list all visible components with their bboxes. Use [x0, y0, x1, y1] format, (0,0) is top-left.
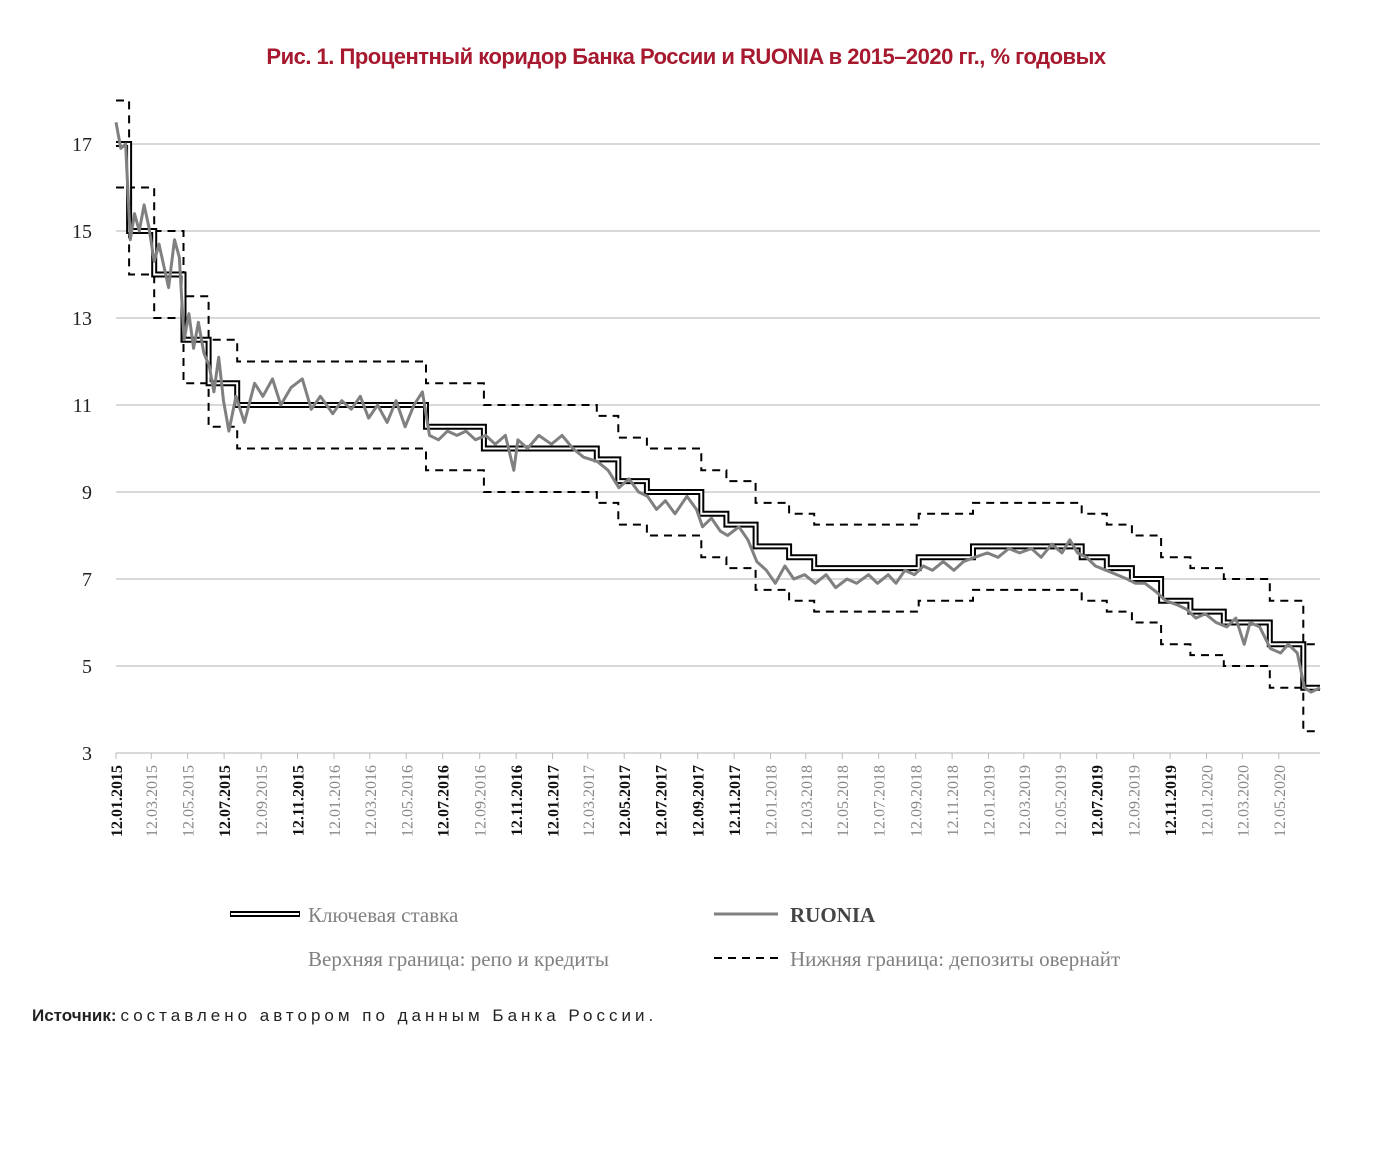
legend-label: RUONIA: [790, 903, 876, 927]
x-tick-label: 12.05.2017: [617, 765, 635, 837]
x-tick-label: 12.01.2018: [763, 765, 781, 837]
x-tick-label: 12.03.2020: [1235, 765, 1253, 837]
source-label: Источник:: [32, 1006, 117, 1025]
x-tick-label: 12.01.2016: [326, 765, 344, 837]
legend-label: Верхняя граница: репо и кредиты: [308, 947, 609, 971]
x-tick-label: 12.07.2018: [871, 765, 889, 837]
x-tick-label: 12.05.2019: [1053, 765, 1071, 837]
x-tick-label: 12.07.2015: [217, 765, 235, 837]
x-tick-label: 12.11.2015: [290, 765, 308, 837]
source-text: составлено автором по данным Банка России.: [120, 1006, 658, 1025]
x-tick-label: 12.11.2016: [509, 765, 527, 837]
x-tick-label: 12.11.2017: [727, 765, 745, 837]
source-note: [32, 1006, 657, 1026]
x-tick-label: 12.05.2015: [180, 765, 198, 837]
y-tick-label: 13: [72, 308, 92, 330]
x-tick-label: 12.11.2018: [945, 765, 963, 837]
x-tick-label: 12.01.2019: [981, 765, 999, 837]
x-tick-label: 12.01.2017: [545, 765, 563, 837]
x-tick-label: 12.07.2017: [653, 765, 671, 837]
x-tick-label: 12.03.2015: [144, 765, 162, 837]
series-corridor-1-line: [116, 188, 1320, 732]
y-tick-label: 11: [72, 395, 92, 417]
x-tick-label: 12.05.2018: [835, 765, 853, 837]
legend-label: Ключевая ставка: [308, 903, 459, 927]
x-tick-label: 12.09.2017: [690, 765, 708, 837]
y-tick-label: 7: [82, 569, 92, 591]
series-lines: [116, 101, 1320, 732]
x-tick-label: 12.11.2019: [1163, 765, 1181, 837]
series-corridor-0-line: [116, 101, 1320, 645]
x-tick-label: 12.01.2020: [1199, 765, 1217, 837]
x-tick-label: 12.09.2015: [254, 765, 272, 837]
x-tick-label: 12.09.2019: [1126, 765, 1144, 837]
x-tick-label: 12.09.2018: [908, 765, 926, 837]
x-tick-label: 12.07.2019: [1089, 765, 1107, 837]
x-tick-label: 12.05.2016: [399, 765, 417, 837]
x-tick-label: 12.07.2016: [435, 765, 453, 837]
y-tick-label: 3: [82, 743, 92, 765]
y-tick-label: 9: [82, 482, 92, 504]
x-tick-label: 12.09.2016: [472, 765, 490, 837]
series-key-rate-inner: [116, 144, 1320, 688]
x-tick-label: 12.05.2020: [1271, 765, 1289, 837]
legend: [230, 903, 1120, 971]
y-tick-label: 17: [72, 134, 92, 156]
y-tick-label: 15: [72, 221, 92, 243]
x-tick-label: 12.01.2015: [109, 765, 126, 837]
x-tick-label: 12.03.2019: [1016, 765, 1034, 837]
x-tick-label: 12.03.2016: [362, 765, 380, 837]
x-tick-label: 12.03.2017: [580, 765, 598, 837]
legend-label: Нижняя граница: депозиты овернайт: [790, 947, 1121, 971]
chart-title: Рис. 1. Процентный коридор Банка России и RUONIA в 2015–2020 гг., % годовых: [266, 44, 1106, 69]
x-tick-label: 12.03.2018: [798, 765, 816, 837]
y-tick-label: 5: [82, 656, 92, 678]
y-axis-ticks: [72, 134, 92, 765]
x-axis-ticks: [109, 753, 1289, 837]
series-key-rate-outer: [116, 144, 1320, 688]
